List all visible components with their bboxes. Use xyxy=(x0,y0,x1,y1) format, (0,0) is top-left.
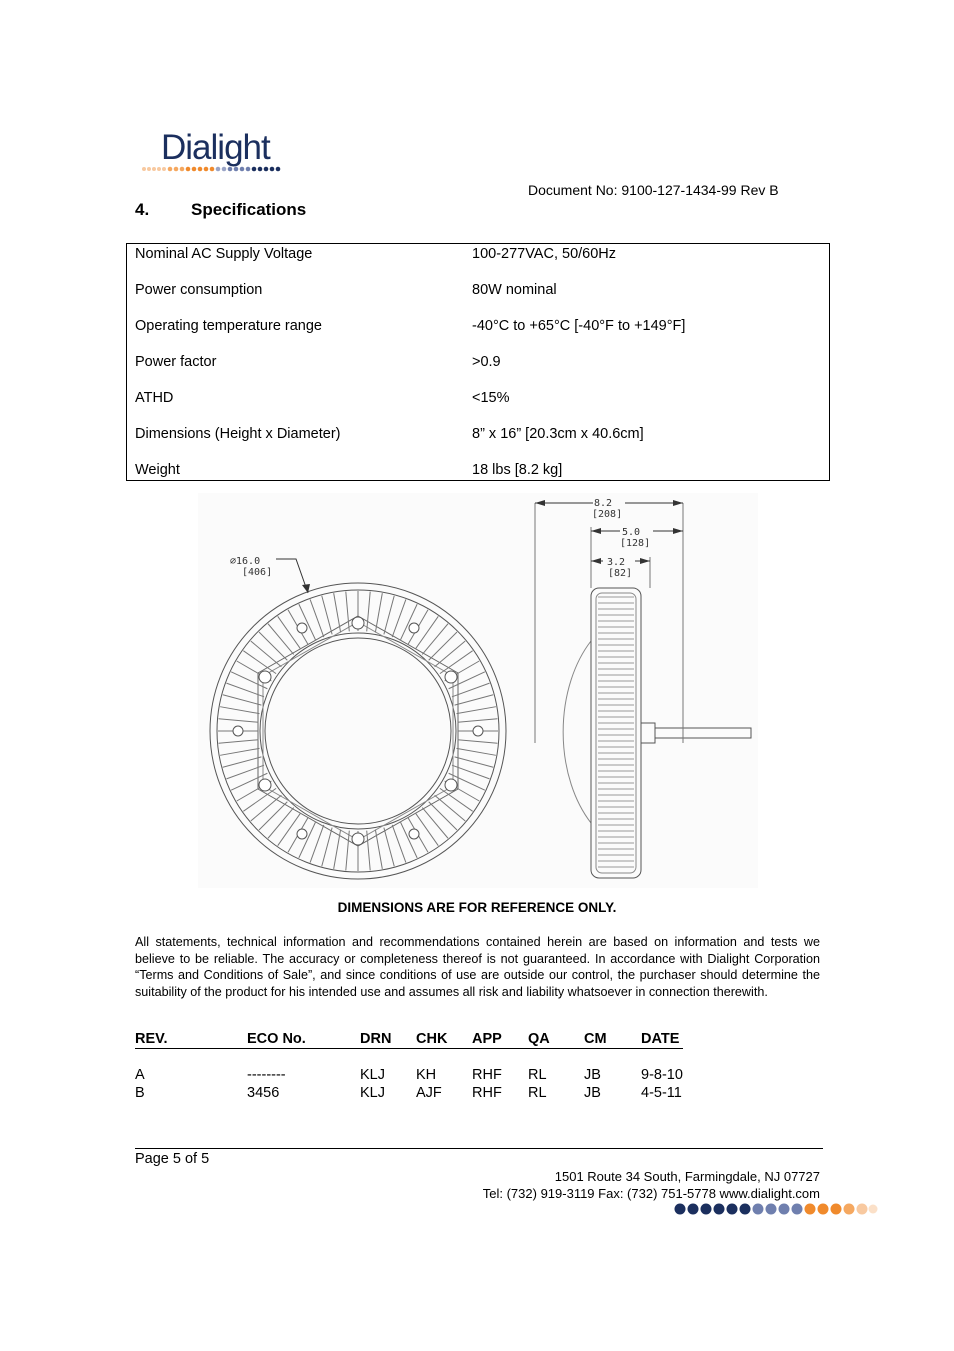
revision-cell: B xyxy=(135,1085,145,1101)
revision-cell: 9-8-10 xyxy=(641,1067,683,1083)
spec-value: -40°C to +65°C [-40°F to +149°F] xyxy=(472,318,686,334)
dim-overall-label: 8.2 xyxy=(594,498,613,509)
spec-label: Power factor xyxy=(135,354,217,370)
spec-value: >0.9 xyxy=(472,354,501,370)
dim-body-mm: [128] xyxy=(620,538,651,549)
dim-housing-mm: [82] xyxy=(608,568,633,579)
spec-value: 18 lbs [8.2 kg] xyxy=(472,462,563,478)
spec-label: Dimensions (Height x Diameter) xyxy=(135,426,341,442)
section-title: Specifications xyxy=(191,200,307,219)
revision-cell: RHF xyxy=(472,1085,502,1101)
company-logo: Dialight xyxy=(161,128,270,167)
spec-value: 100-277VAC, 50/60Hz xyxy=(472,246,617,262)
spec-value: 80W nominal xyxy=(472,282,557,298)
spec-label: Power consumption xyxy=(135,282,263,298)
revision-cell: KLJ xyxy=(360,1067,385,1083)
disclaimer-text: All statements, technical information and recommendations contained herein are based on information and tests we believe to be reliable. The accuracy or completeness thereof is not guaranteed. In accordance with Dialight Corporation “Terms and Conditions of Sale”, and since conditions of use are outside our control, the purchaser should determine the suitability of the product for his intended use and assumes all risk and liability whatsoever in connection therewith. xyxy=(135,935,820,999)
page-number: Page 5 of 5 xyxy=(135,1151,210,1167)
spec-label: ATHD xyxy=(135,390,174,406)
section-number: 4. xyxy=(135,200,150,219)
reference-note: DIMENSIONS ARE FOR REFERENCE ONLY. xyxy=(337,900,617,915)
revision-cell: KLJ xyxy=(360,1085,385,1101)
date-header: DATE xyxy=(641,1031,680,1047)
qa-header: QA xyxy=(528,1031,550,1047)
footer-dots-icon xyxy=(673,1202,878,1216)
revision-cell: 4-5-11 xyxy=(641,1085,682,1101)
spec-value: <15% xyxy=(472,390,510,406)
cm-header: CM xyxy=(584,1031,607,1047)
revision-cell: -------- xyxy=(247,1067,286,1083)
revision-header-underline xyxy=(135,1048,683,1049)
dim-overall-mm: [208] xyxy=(592,509,623,520)
eco-header: ECO No. xyxy=(247,1031,306,1047)
revision-cell: RL xyxy=(528,1067,547,1083)
revision-cell: JB xyxy=(584,1085,601,1101)
revision-cell: RL xyxy=(528,1085,547,1101)
drn-header: DRN xyxy=(360,1031,392,1047)
revision-cell: A xyxy=(135,1067,145,1083)
company-address: 1501 Route 34 South, Farmingdale, NJ 07727 xyxy=(554,1169,820,1184)
logo-dots-icon xyxy=(141,165,291,173)
footer-divider xyxy=(135,1148,823,1149)
rev-header: REV. xyxy=(135,1031,168,1047)
revision-cell: KH xyxy=(416,1067,437,1083)
document-number: Document No: 9100-127-1434-99 Rev B xyxy=(528,182,779,198)
revision-cell: RHF xyxy=(472,1067,502,1083)
product-dimension-drawing xyxy=(198,493,758,888)
diameter-label: ∅16.0 xyxy=(230,556,261,567)
revision-cell: AJF xyxy=(416,1085,442,1101)
dim-housing-label: 3.2 xyxy=(607,557,626,568)
company-contact: Tel: (732) 919-3119 Fax: (732) 751-5778 www.dialight.com xyxy=(482,1186,820,1201)
revision-cell: JB xyxy=(584,1067,601,1083)
revision-cell: 3456 xyxy=(247,1085,280,1101)
spec-label: Weight xyxy=(135,462,180,478)
spec-label: Operating temperature range xyxy=(135,318,322,334)
dim-body-label: 5.0 xyxy=(622,527,641,538)
spec-label: Nominal AC Supply Voltage xyxy=(135,246,313,262)
app-header: APP xyxy=(472,1031,502,1047)
chk-header: CHK xyxy=(416,1031,448,1047)
spec-value: 8” x 16” [20.3cm x 40.6cm] xyxy=(472,426,644,442)
diameter-mm: [406] xyxy=(242,567,273,578)
spec-table xyxy=(126,243,830,481)
